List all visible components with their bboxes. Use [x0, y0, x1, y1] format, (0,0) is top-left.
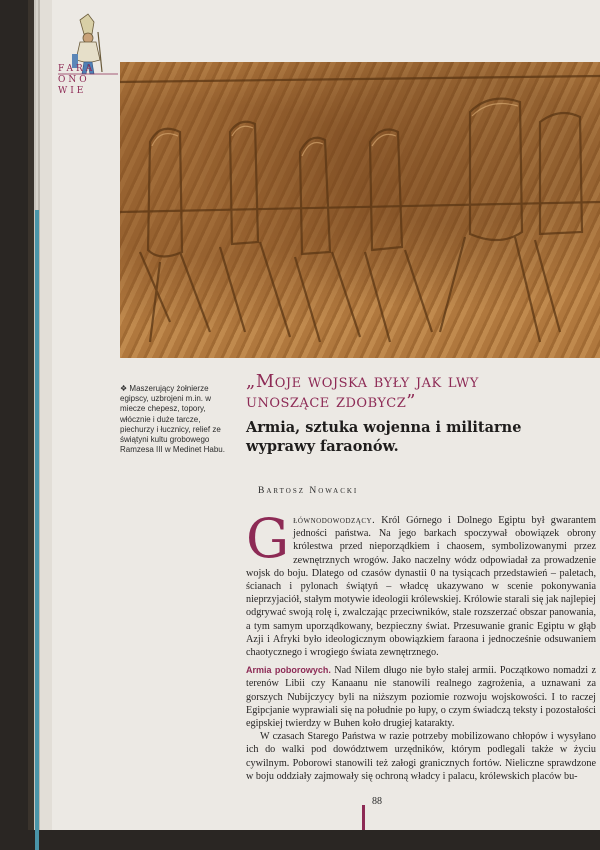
- lead-word: łównodowodzący.: [293, 515, 376, 526]
- title-line-2: unoszące zdobycz”: [246, 391, 416, 412]
- relief-photo: [120, 62, 600, 358]
- caption-text: Maszerujący żołnierze egipscy, uzbrojeni m.in. w miecze chepesz, topory, włócznie i duże tarcze, piechurzy i łucznicy, relief ze świątyni kultu grobowego Ramzesa III w Medinet Habu.: [120, 384, 225, 455]
- page-number: 88: [372, 796, 382, 807]
- paragraph-1-text: Król Górnego i Dolnego Egiptu był gwarantem jedności państwa. Na jego barkach spoczywał obowiązek obrony królestwa przed nieporządkiem i chaosem, symbolizowanymi przez zewnętrznych wrogów. Jako naczelny wódz odpowiadał za prowadzenie wojsk do boju. Dlatego od czasów dynastii 0 na tysiącach przedstawień – paletach, ścianach i pylonach świątyń – władcę ukazywano w scenie pokonywania nieprzyjaciół, stałym motywie ideologii królewskiej. Królowie starali się jak najlepiej odgrywać swoją rolę i, zwalczając przeciwników, stale rozszerzać obszar panowania, a tym samym uporządkowany, bezpieczny świat. Przesuwanie granic Egiptu w głąb Azji i Afryki było ideologicznym obowiązkiem faraona i jednocześnie odsuwaniem chaotycznego i wrogiego świata zewnętrznego.: [246, 515, 596, 659]
- paragraph-3: W czasach Starego Państwa w razie potrzeby mobilizowano chłopów i wysyłano ich do walki pod dowództwem urzędników, którym podlegali także w życiu cywilnym. Poborowi stanowili też załogi granicznych fortów. Nieliczne sprawdzone w boju oddziały zajmowały się ochroną władcy i palacu, królewskich placów bu-: [246, 731, 596, 782]
- paragraph-2-text: Nad Nilem długo nie było stałej armii. Początkowo nomadzi z terenów Libii czy Kanaanu nie stanowili realnego zagrożenia, a uznawani za gorszych Nubijczycy byli na niższym poziomie rozwoju wojskowości. I to raczej Egipcjanie wyprawiali się na południe po łupy, o czym świadczą teksty i pozostałości egipskiej twierdzy w Buhen koło drugiej katarakty.: [246, 665, 597, 730]
- page-mark: [362, 805, 365, 830]
- paragraph-2: [246, 664, 596, 730]
- caption-bullet-icon: ❖: [120, 384, 128, 393]
- article-author: Bartosz Nowacki: [258, 486, 359, 496]
- article-subtitle: Armia, sztuka wojenna i militarne wyprawy faraonów.: [246, 419, 522, 455]
- teal-margin-bar: [35, 210, 39, 850]
- article-body: [246, 507, 597, 783]
- article-title: [246, 372, 586, 412]
- photo-caption: [120, 384, 232, 455]
- drop-cap: G: [246, 507, 290, 570]
- page-edges: [28, 0, 52, 830]
- title-line-1: „Moje wojska były jak lwy: [246, 371, 479, 392]
- section-heading: Armia poborowych.: [246, 665, 331, 676]
- section-logo-text: FARA ONO WIE: [58, 64, 96, 96]
- marching-soldiers-relief-icon: [120, 62, 600, 358]
- paragraph-1: [246, 507, 596, 659]
